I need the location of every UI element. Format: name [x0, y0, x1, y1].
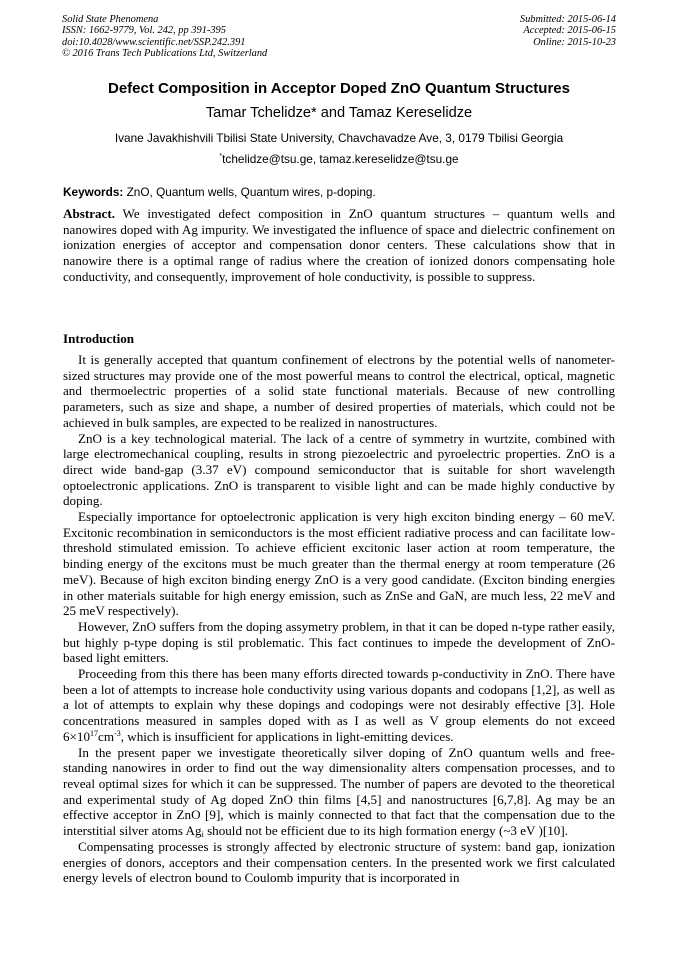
corresponding-marker: * [219, 153, 223, 160]
paragraph: ZnO is a key technological material. The lack of a centre of symmetry in wurtzite, combined with large electromechanical coupling, results in strong piezoelectric and pyroelectric properties. ZnO is a direct wide band-gap (3.37 eV) compound semiconductor that is suitable for short wavelength optoelectronic applications. ZnO is transparent to visible light and can be made highly conductive by doping. [63, 430, 615, 509]
paper-authors: Tamar Tchelidze* and Tamaz Kereselidze [205, 105, 473, 121]
keywords [63, 185, 615, 199]
journal-doi: doi:10.4028/www.scientific.net/SSP.242.391 [62, 36, 246, 48]
paragraph-text: Proceeding from this there has been many efforts directed towards p-conductivity in ZnO. There have been a lot of attempts to increase hole conductivity using various dopants and codopans [1,2], as well as a lot of attempts to explain why these dopings and codopings were not desirably effective [3]. Hole concentrations measured in samples doped with as I as well as V group elements do not exceed 6×10 [63, 666, 615, 744]
unit: cm [98, 728, 115, 744]
paper-title: Defect Composition in Acceptor Doped ZnO Quantum Structures [108, 80, 570, 97]
paragraph: It is generally accepted that quantum confinement of electrons by the potential wells of nanometer-sized structures may provide one of the most powerful means to control the electrical, optical, magnetic and thermoelectric properties of a solid state functional materials. Because of new controlling parameters, such as size and shape, a number of desired properties of materials, which could not be achieved in bulk samples, are expected to be realized in nanostructures. [63, 352, 615, 430]
date-submitted: Submitted: 2015-06-14 [519, 14, 616, 25]
journal-name: Solid State Phenomena [62, 14, 159, 25]
journal-issn: ISSN: 1662-9779, Vol. 242, pp 391-395 [62, 25, 226, 37]
paragraph: Especially importance for optoelectronic application is very high exciton binding energy – 60 meV. Excitonic recombination in semiconductors is the most efficient radiative process and can facilitate low-threshold stimulated emission. To achieve efficient excitonic laser action at room temperature, the binding energy of the excitons must be much greater than the thermal energy at room temperature (26 meV). Because of high exciton binding energy ZnO is a very good candidate. (Exciton binding energies in other materials suitable for high energy emission, such as ZnSe and GaN, are much less, 22 meV and 25 meV respectively). [63, 509, 615, 619]
author-emails [0, 152, 678, 166]
exponent: -3 [114, 728, 121, 738]
introduction-body [63, 352, 615, 886]
paragraph: However, ZnO suffers from the doping assymetry problem, in that it can be doped n-type rather easily, but highly p-type doping is stil problematic. This fact continues to impede the development of ZnO-based light emitters. [63, 618, 615, 666]
submission-dates [520, 14, 616, 48]
paragraph [63, 666, 615, 745]
abstract-label: Abstract. [63, 206, 115, 221]
email-addresses: tchelidze@tsu.ge, tamaz.kereselidze@tsu.ge [222, 152, 459, 166]
journal-info [62, 14, 267, 60]
section-heading-introduction: Introduction [63, 331, 135, 346]
abstract-text: We investigated defect composition in ZnO quantum structures – quantum wells and nanowires doped with Ag impurity. We investigated the influence of space and dielectric confinement on ionization energies of acceptor and compensation donor centers. These calculations show that in nanowire there is a optimal range of radius where the creation of ionized donors compensating hole conductivity, and consequently, improvement of hole conductivity, is possible to suppress. [63, 206, 615, 284]
paragraph-text: should not be efficient due to its high formation energy (~3 eV )[10]. [203, 823, 568, 839]
author-affiliation: Ivane Javakhishvili Tbilisi State University, Chavchavadze Ave, 3, 0179 Tbilisi Georgia [114, 131, 564, 145]
paragraph-text: In the present paper we investigate theoretically silver doping of ZnO quantum wells and free-standing nanowires in order to find out the way dimensionality alters compensation processes, and to reveal optimal sizes for which it can be suppressed. The number of papers are devoted to the theoretical and experimental study of Ag doped ZnO thin films [4,5] and nanostructures [6,7,8]. Ag may be an effective acceptor in ZnO [9], which is mainly connected to that fact that the compensation due to the interstitial silver atoms Ag [63, 744, 615, 839]
exponent: 17 [90, 728, 99, 738]
paragraph [63, 745, 615, 839]
date-online: Online: 2015-10-23 [533, 36, 616, 48]
paragraph: Compensating processes is strongly affected by electronic structure of system: band gap, ionization energies of donors, acceptors and their compensation centers. In the presented work we first calculated energy levels of electron bound to Coulomb impurity that is incorporated in [63, 838, 615, 886]
subscript: i [201, 830, 204, 840]
journal-copyright: © 2016 Trans Tech Publications Ltd, Switzerland [62, 48, 268, 60]
paragraph-text: , which is insufficient for applications in light-emitting devices. [120, 728, 454, 744]
keywords-label: Keywords: [63, 185, 124, 199]
keywords-text: ZnO, Quantum wells, Quantum wires, p-doping. [123, 185, 376, 199]
date-accepted: Accepted: 2015-06-15 [523, 25, 616, 37]
abstract [63, 206, 615, 285]
